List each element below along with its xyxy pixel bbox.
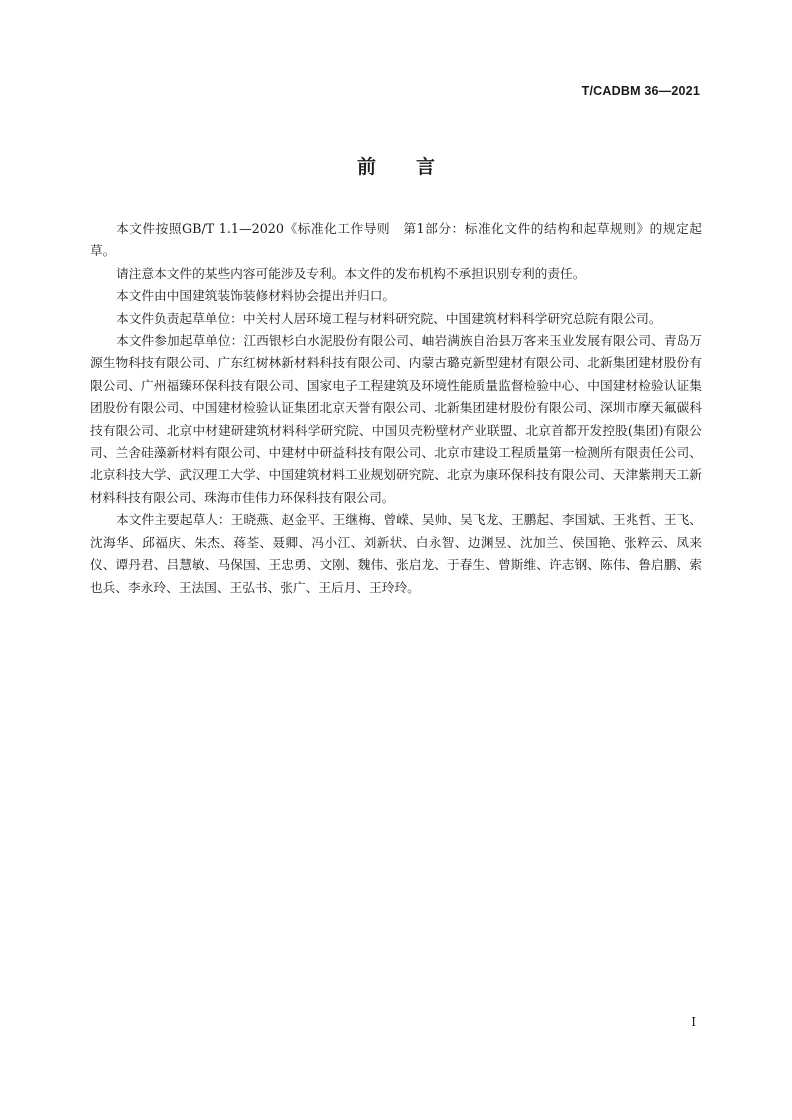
standard-code: T/CADBM 36—2021 <box>581 84 700 98</box>
page-title: 前言 <box>356 156 475 178</box>
paragraph-proposer: 本文件由中国建筑装饰装修材料协会提出并归口。 <box>116 288 396 304</box>
paragraph-participating-units: 本文件参加起草单位：江西银杉白水泥股份有限公司、岫岩满族自治县万客来玉业发展有限公司、青岛万源生物科技有限公司、广东红树林新材料科技有限公司、内蒙古璐克新型建材有限公司、北新集团建材股份有限公司、广州福臻环保科技有限公司、国家电子工程建筑及环境性能质量监督检验中心、中国建材检验认证集团股份有限公司、中国建材检验认证集团北京天誉有限公司、北新集团建材股份有限公司、深圳市摩天氟碳科技有限公司、北京中材建研建筑材料科学研究院、中国贝壳粉壁材产业联盟、北京首都开发控股(集团)有限公司、兰舍硅藻新材料有限公司、中建材中研益科技有限公司、北京市建设工程质量第一检测所有限责任公司、北京科技大学、武汉理工大学、中国建筑材料工业规划研究院、北京为康环保科技有限公司、天津紫荆天工新材料科技有限公司、珠海市佳伟力环保科技有限公司。 <box>90 333 702 505</box>
paragraph-drafting-rules: 本文件按照GB/T 1.1—2020《标准化工作导则 第1部分：标准化文件的结构和起草规则》的规定起草。 <box>90 221 702 259</box>
foreword-body <box>90 218 702 599</box>
paragraph-patent-notice: 请注意本文件的某些内容可能涉及专利。本文件的发布机构不承担识别专利的责任。 <box>116 265 586 281</box>
paragraph-main-drafters: 本文件主要起草人：王晓燕、赵金平、王继梅、曾嵘、吴帅、吴飞龙、王鹏起、李国斌、王兆哲、王飞、沈海华、邱福庆、朱杰、蒋荃、聂卿、冯小江、刘新状、白永智、边渊昱、沈加兰、侯国艳、张粹云、凤来仪、谭丹君、吕慧敏、马保国、王忠勇、文刚、魏伟、张启龙、于春生、曾斯维、许志钢、陈伟、鲁启鹏、索也兵、李永玲、王法国、王弘书、张广、王后月、王玲玲。 <box>90 512 702 595</box>
paragraph-lead-drafters: 本文件负责起草单位：中关村人居环境工程与材料研究院、中国建筑材料科学研究总院有限公司。 <box>116 310 662 326</box>
page-number: I <box>691 1015 696 1029</box>
